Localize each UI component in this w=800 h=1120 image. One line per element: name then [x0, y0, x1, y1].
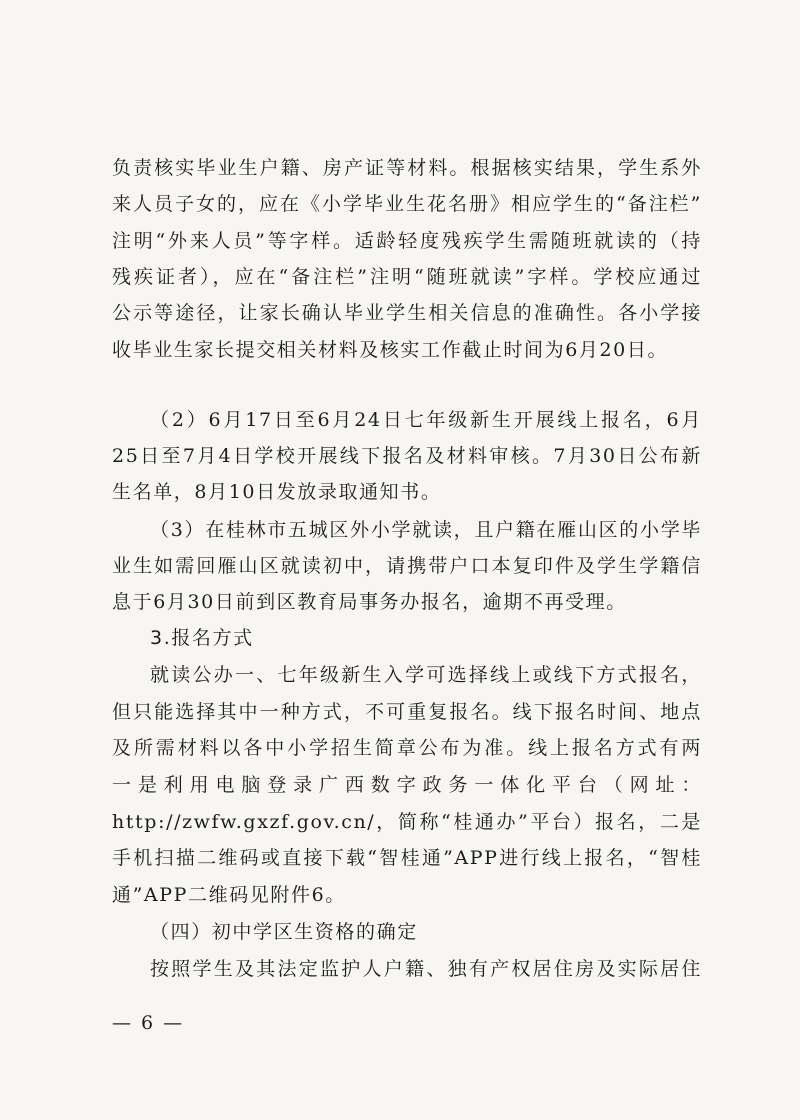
paragraph-line: （2）6月17日至6月24日七年级新生开展线上报名，6月	[150, 409, 702, 431]
paragraph-line: 注明“外来人员”等字样。适龄轻度残疾学生需随班就读的（持	[112, 230, 702, 252]
paragraph-line: 负责核实毕业生户籍、房产证等材料。根据核实结果，学生系外	[112, 157, 702, 179]
paragraph-line: 但只能选择其中一种方式，不可重复报名。线下报名时间、地点	[112, 701, 702, 723]
paragraph-line: 通”APP二维码见附件6。	[112, 884, 346, 906]
paragraph-line: 收毕业生家长提交相关材料及核实工作截止时间为6月20日。	[112, 339, 669, 361]
paragraph-line: 就读公办一、七年级新生入学可选择线上或线下方式报名，	[150, 664, 702, 686]
paragraph-line: 按照学生及其法定监护人户籍、独有产权居住房及实际居住	[150, 958, 702, 980]
paragraph-line: http://zwfw.gxzf.gov.cn/，简称“桂通办”平台）报名，二是	[112, 811, 702, 833]
paragraph-line: 来人员子女的，应在《小学毕业生花名册》相应学生的“备注栏”	[112, 193, 702, 215]
paragraph-line: 手机扫描二维码或直接下载“智桂通”APP进行线上报名，“智桂	[112, 847, 702, 869]
paragraph-line: 息于6月30日前到区教育局事务办报名，逾期不再受理。	[112, 591, 627, 613]
paragraph-line: （3）在桂林市五城区外小学就读，且户籍在雁山区的小学毕	[150, 519, 702, 541]
section-heading: 3.报名方式	[150, 627, 254, 649]
paragraph-line: 生名单，8月10日发放录取通知书。	[112, 481, 442, 503]
paragraph-line: 业生如需回雁山区就读初中，请携带户口本复印件及学生学籍信	[112, 555, 702, 577]
paragraph-line: 一是利用电脑登录广西数字政务一体化平台（网址：	[112, 774, 702, 796]
paragraph-line: 25日至7月4日学校开展线下报名及材料审核。7月30日公布新	[112, 445, 702, 467]
section-heading: （四）初中学区生资格的确定	[150, 921, 418, 943]
page-number: — 6 —	[112, 1012, 185, 1034]
paragraph-line: 及所需材料以各中小学招生简章公布为准。线上报名方式有两	[112, 737, 702, 759]
paragraph-line: 残疾证者），应在“备注栏”注明“随班就读”字样。学校应通过	[112, 266, 702, 288]
paragraph-line: 公示等途径，让家长确认毕业学生相关信息的准确性。各小学接	[112, 302, 702, 324]
